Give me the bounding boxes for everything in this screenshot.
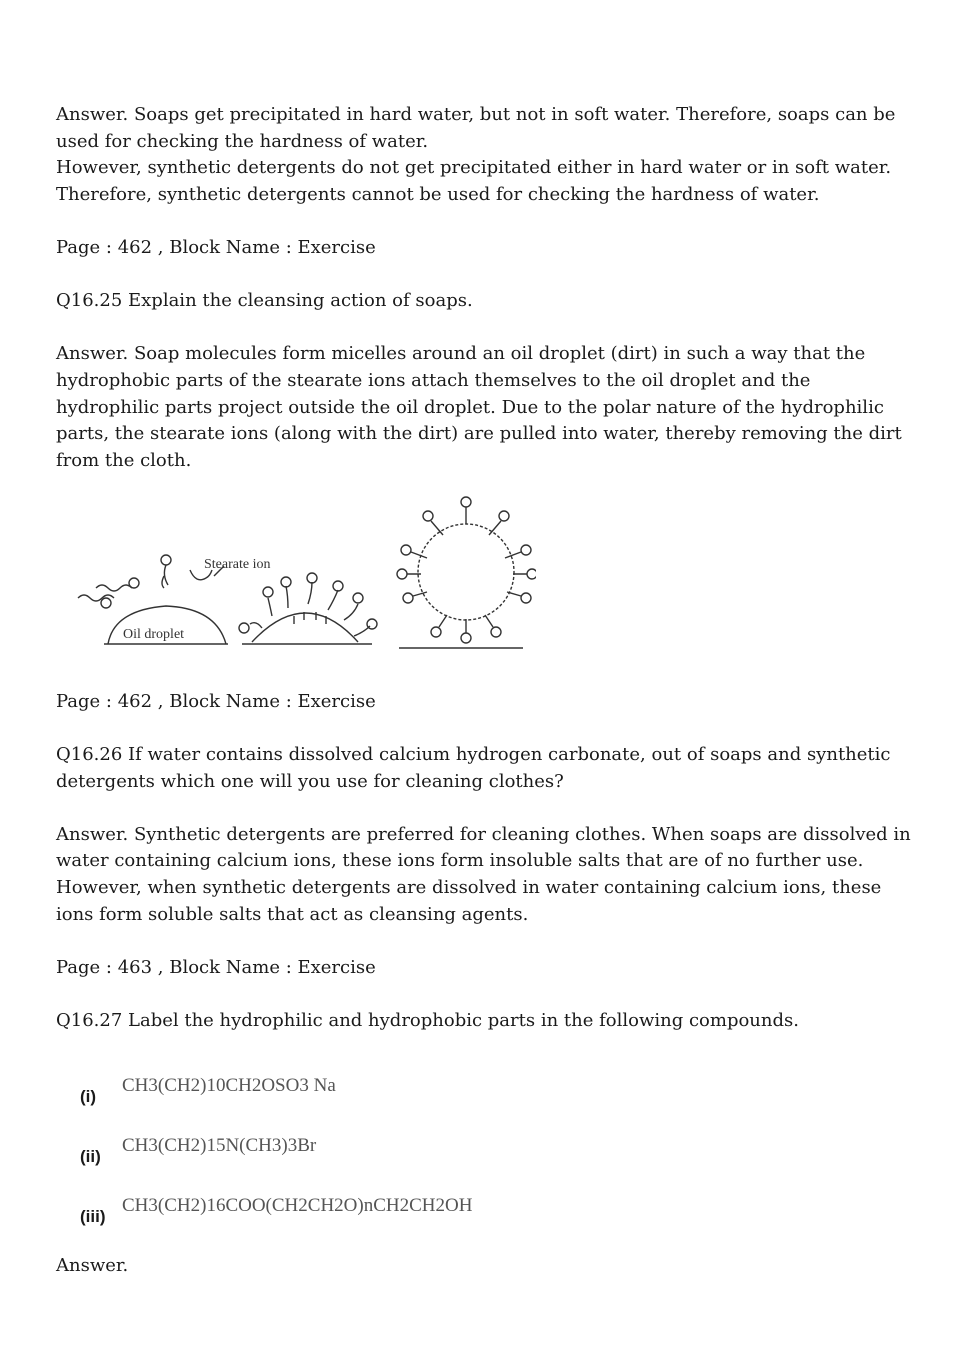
formula-number: (i) bbox=[80, 1086, 97, 1106]
formula-text: CH3(CH2)10CH2OSO3 Na bbox=[122, 1074, 336, 1096]
formula-text: CH3(CH2)16COO(CH2CH2O)nCH2CH2OH bbox=[122, 1194, 473, 1216]
micelle-diagram bbox=[56, 492, 536, 662]
question: Q16.25 Explain the cleansing action of soaps. bbox=[56, 290, 473, 312]
question: Q16.26 If water contains dissolved calcium hydrogen carbonate, out of soaps and synthetic detergents which one will you use for cleaning clothes? bbox=[56, 744, 891, 792]
answer-paragraph: Answer. Soap molecules form micelles around an oil droplet (dirt) in such a way that the hydrophobic parts of the stearate ions attach themselves to the oil droplet and the hydrophilic parts project outside the oil droplet. Due to the polar nature of the hydrophilic parts, the stearate ions (along with the dirt) are pulled into water, thereby removing the dirt from the cloth. bbox=[56, 343, 902, 471]
formula-row bbox=[56, 1167, 916, 1227]
formula-text: CH3(CH2)15N(CH3)3Br bbox=[122, 1134, 317, 1156]
formula-row bbox=[56, 1107, 916, 1167]
oil-droplet-label: Oil droplet bbox=[123, 627, 185, 643]
formula-list bbox=[56, 1047, 916, 1227]
formula-number: (ii) bbox=[80, 1146, 101, 1166]
answer-paragraph: Answer. Synthetic detergents are preferred for cleaning clothes. When soaps are dissolved in water containing calcium ions, these ions form insoluble salts that are of no further use. However, when synthetic detergents are dissolved in water containing calcium ions, these ions form soluble salts that act as cleansing agents. bbox=[56, 823, 911, 925]
answer-paragraph: Answer. Soaps get precipitated in hard water, but not in soft water. Therefore, soaps can be used for checking the hardness of water. bbox=[56, 104, 896, 152]
page-reference: Page : 463 , Block Name : Exercise bbox=[56, 956, 376, 978]
formula-row bbox=[56, 1047, 916, 1107]
page-reference: Page : 462 , Block Name : Exercise bbox=[56, 236, 376, 258]
micelle-illustration bbox=[56, 492, 536, 662]
question: Q16.27 Label the hydrophilic and hydrophobic parts in the following compounds. bbox=[56, 1010, 799, 1032]
page-reference: Page : 462 , Block Name : Exercise bbox=[56, 690, 376, 712]
stearate-ion-label: Stearate ion bbox=[204, 557, 271, 573]
answer-paragraph: However, synthetic detergents do not get precipitated either in hard water or in soft water. Therefore, synthetic detergents cannot be used for checking the hardness of water. bbox=[56, 157, 892, 205]
formula-number: (iii) bbox=[80, 1206, 106, 1226]
answer-label: Answer. bbox=[56, 1255, 129, 1277]
document-page bbox=[56, 102, 916, 1280]
